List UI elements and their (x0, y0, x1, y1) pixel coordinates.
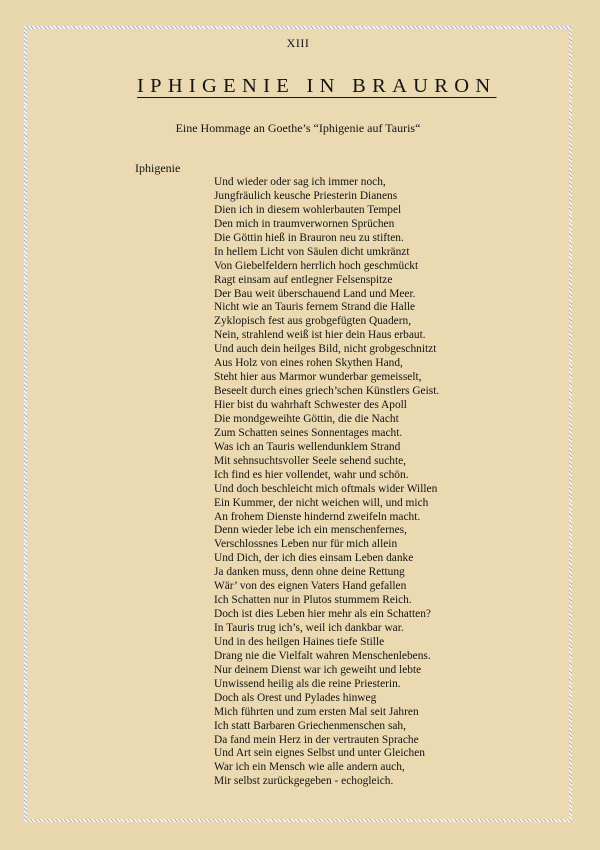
chapter-number: XIII (286, 36, 310, 50)
verse-line: Und in des heilgen Haines tiefe Stille (214, 635, 385, 648)
verse-line: Was ich an Tauris wellendunklem Strand (214, 440, 401, 453)
verse-line: Da fand mein Herz in der vertrauten Sprache (214, 733, 419, 746)
verse-line: Jungfräulich keusche Priesterin Dianens (214, 189, 398, 202)
verse-line: Zum Schatten seines Sonnentages macht. (214, 426, 403, 439)
verse-line: Nicht wie an Tauris fernem Strand die Halle (214, 301, 416, 314)
verse-line: Unwissend heilig als die reine Priesterin. (214, 677, 401, 690)
verse-line: Dien ich in diesem wohlerbauten Tempel (214, 203, 402, 216)
verse-line: Nur deinem Dienst war ich geweiht und lebte (214, 663, 422, 676)
verse-line: Der Bau weit überschauend Land und Meer. (214, 287, 416, 300)
verse-line: Ragt einsam auf entlegner Felsenspitze (214, 273, 393, 286)
verse-line: Hier bist du wahrhaft Schwester des Apoll (214, 399, 407, 411)
verse-line: Mir selbst zurückgegeben - echogleich. (214, 775, 394, 788)
verse-line: Doch ist dies Leben hier mehr als ein Schatten? (214, 608, 431, 621)
verse-line: Und Art sein eignes Selbst und unter Gleichen (214, 747, 426, 760)
verse-line: Die Göttin hieß in Brauron neu zu stiften. (214, 231, 404, 244)
verse-line: Mich führten und zum ersten Mal seit Jahren (214, 705, 419, 718)
verse-line: Ich Schatten nur in Plutos stummem Reich. (214, 594, 412, 607)
verse-line: Und doch beschleicht mich oftmals wider Willen (214, 482, 438, 495)
verse-line: Zyklopisch fest aus grobgefügten Quadern, (214, 315, 412, 328)
verse-line: Ein Kummer, der nicht weichen will, und mich (214, 496, 429, 509)
verse-line: Den mich in traumverwornen Sprüchen (214, 217, 395, 230)
verse-line: Beseelt durch eines griech’schen Künstlers Geist. (214, 385, 440, 398)
verse-line: Und wieder oder sag ich immer noch, (214, 176, 386, 188)
poem-title: IPHIGENIE IN BRAURON (137, 75, 497, 97)
speaker-name: Iphigenie (135, 161, 181, 175)
verse-line: Ich find es hier vollendet, wahr und schön. (214, 468, 409, 481)
verse-line: In Tauris trug ich’s, weil ich dankbar war. (214, 622, 404, 634)
verse-line: Drang nie die Vielfalt wahren Menschenlebens. (214, 649, 431, 662)
verse-line: Und Dich, der ich dies einsam Leben danke (214, 552, 414, 565)
verse-line: Wär’ von des eignen Vaters Hand gefallen (214, 580, 407, 593)
verse-line: Steht hier aus Marmor wunderbar gemeisselt, (214, 371, 422, 384)
verse-line: Verschlossnes Leben nur für mich allein (214, 538, 398, 551)
verse-line: An frohem Dienste hindernd zweifeln macht. (214, 510, 421, 523)
verse-line: War ich ein Mensch wie alle andern auch, (214, 761, 405, 774)
verse-line: Von Giebelfeldern herrlich hoch geschmückt (214, 259, 419, 272)
poem-subtitle: Eine Hommage an Goethe’s “Iphigenie auf Tauris“ (175, 121, 421, 135)
verse-line: Doch als Orest und Pylades hinweg (214, 691, 377, 704)
verse-line: Nein, strahlend weiß ist hier dein Haus erbaut. (214, 329, 426, 342)
verse-line: Und auch dein heilges Bild, nicht grobgeschnitzt (214, 343, 437, 356)
verse-line: Aus Holz von eines rohen Skythen Hand, (214, 357, 403, 370)
page-content (27, 29, 569, 819)
verse-line: Ich statt Barbaren Griechenmenschen sah, (214, 719, 406, 732)
verse-list (214, 176, 439, 789)
verse-line: Ja danken muss, denn ohne deine Rettung (214, 566, 405, 579)
verse-line: Die mondgeweihte Göttin, die die Nacht (214, 412, 399, 425)
verse-line: In hellem Licht von Säulen dicht umkränzt (214, 245, 410, 258)
page-border (24, 26, 572, 822)
verse-line: Mit sehnsuchtsvoller Seele sehend suchte, (214, 454, 407, 467)
verse-line: Denn wieder lebe ich ein menschenfernes, (214, 524, 407, 537)
